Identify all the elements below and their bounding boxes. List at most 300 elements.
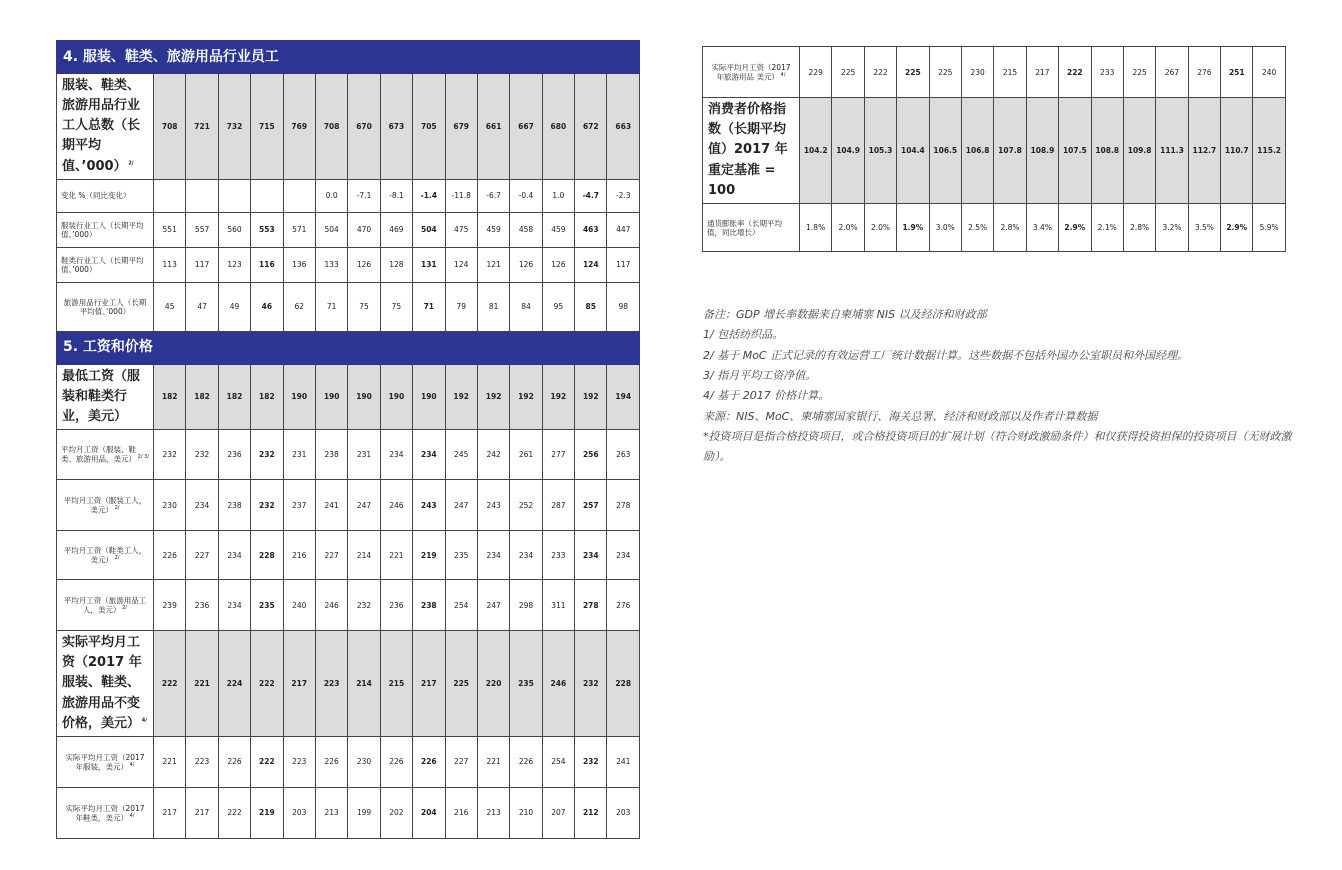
table-cell: 2.9%	[1221, 204, 1253, 252]
table-cell: 470	[348, 212, 380, 247]
table-cell: 246	[542, 631, 574, 737]
table-cell: 117	[607, 247, 640, 282]
table-cell: 46	[251, 282, 283, 331]
footnote-ref: 4/	[128, 761, 135, 768]
table-cell: 232	[186, 430, 218, 480]
table-cell: 214	[348, 631, 380, 737]
table-cell: 126	[542, 247, 574, 282]
table-cell: 235	[251, 580, 283, 631]
table-cell: 223	[283, 736, 315, 787]
note-line: 4/ 基于 2017 价格计算。	[703, 389, 830, 403]
row-label	[57, 430, 154, 480]
table-cell: 111.3	[1156, 98, 1188, 204]
table-cell: 115.2	[1253, 98, 1285, 204]
table-cell: 182	[154, 364, 186, 429]
table-cell: 3.2%	[1156, 204, 1188, 252]
table-cell: 133	[315, 247, 347, 282]
table-row	[703, 204, 1286, 252]
table-cell: 225	[832, 47, 864, 98]
table-cell: 715	[251, 74, 283, 180]
table-cell: 232	[575, 631, 607, 737]
table-cell: 458	[510, 212, 542, 247]
table-cell: 673	[380, 74, 412, 180]
table-cell: 136	[283, 247, 315, 282]
table-cell: 131	[413, 247, 445, 282]
table-cell: 110.7	[1221, 98, 1253, 204]
note-line: 来源：NIS、MoC、柬埔寨国家银行、海关总署、经济和财政部以及作者计算数据	[703, 409, 1098, 423]
table-cell: 228	[607, 631, 640, 737]
table-cell: 276	[1188, 47, 1220, 98]
table-row	[57, 282, 640, 331]
table-cell: 84	[510, 282, 542, 331]
table-cell: 79	[445, 282, 477, 331]
table-cell: 213	[315, 787, 347, 838]
row-label	[57, 631, 154, 737]
table-cell: 225	[897, 47, 929, 98]
table-cell	[251, 179, 283, 212]
table-cell: 234	[413, 430, 445, 480]
table-cell: 1.8%	[800, 204, 832, 252]
table-cell: 215	[994, 47, 1026, 98]
table-row	[57, 480, 640, 531]
row-label-text: 旅游用品行业工人（长期平均值、’000）	[63, 297, 147, 316]
row-label	[703, 47, 800, 98]
table-cell: -11.8	[445, 179, 477, 212]
table-cell: 278	[575, 580, 607, 631]
table-cell: 71	[413, 282, 445, 331]
table-cell: 236	[380, 580, 412, 631]
table-cell: 661	[477, 74, 509, 180]
row-label	[57, 282, 154, 331]
table-cell: 571	[283, 212, 315, 247]
row-label-text: 实际平均月工资（2017 年鞋类，美元）	[65, 803, 145, 823]
table-cell: 705	[413, 74, 445, 180]
table-cell: 234	[186, 480, 218, 531]
table-cell: 225	[1123, 47, 1155, 98]
table-cell: 182	[251, 364, 283, 429]
table-cell: 222	[154, 631, 186, 737]
table-cell: 237	[283, 480, 315, 531]
table-cell: 217	[1026, 47, 1058, 98]
table-cell: 112.7	[1188, 98, 1220, 204]
table-cell: 232	[348, 580, 380, 631]
table-cell: 708	[315, 74, 347, 180]
table-row	[57, 74, 640, 180]
table-cell: 732	[218, 74, 250, 180]
table-cell: 226	[315, 736, 347, 787]
table-cell: 217	[413, 631, 445, 737]
table-cell: 235	[510, 631, 542, 737]
row-label-text: 通货膨胀率（长期平均值，同比增长）	[707, 218, 782, 237]
table-cell: 217	[283, 631, 315, 737]
table-row	[57, 580, 640, 631]
table-cell: 221	[154, 736, 186, 787]
table-cell: 192	[477, 364, 509, 429]
section-5-title: 5. 工资和价格	[57, 331, 640, 364]
table-cell: 62	[283, 282, 315, 331]
row-label	[57, 179, 154, 212]
table-cell	[218, 179, 250, 212]
table-cell: 238	[315, 430, 347, 480]
table-row	[703, 47, 1286, 98]
table-cell: 680	[542, 74, 574, 180]
row-label-text: 平均月工资（服装工人，美元）	[63, 495, 147, 515]
table-cell: 194	[607, 364, 640, 429]
table-cell: 672	[575, 74, 607, 180]
table-cell: 217	[186, 787, 218, 838]
row-label	[57, 580, 154, 631]
table-cell: 221	[186, 631, 218, 737]
table-cell: 246	[380, 480, 412, 531]
table-cell: 231	[283, 430, 315, 480]
table-cell: 109.8	[1123, 98, 1155, 204]
table-cell: 311	[542, 580, 574, 631]
table-row	[703, 98, 1286, 204]
table-cell: 105.3	[864, 98, 896, 204]
table-cell: 232	[575, 736, 607, 787]
table-cell: 106.8	[961, 98, 993, 204]
table-cell: 217	[154, 787, 186, 838]
table-cell: 234	[218, 580, 250, 631]
table-cell: 242	[477, 430, 509, 480]
table-cell: 107.5	[1059, 98, 1091, 204]
table-cell: 230	[348, 736, 380, 787]
table-cell: 226	[510, 736, 542, 787]
table-cell: 227	[186, 531, 218, 580]
row-label-text: 平均月工资（鞋类工人，美元）	[63, 545, 147, 565]
table-row	[57, 430, 640, 480]
row-label-text: 实际平均月工资（2017 年服装，美元）	[65, 752, 145, 772]
table-cell: 5.9%	[1253, 204, 1285, 252]
row-label	[57, 247, 154, 282]
table-cell: 232	[251, 480, 283, 531]
table-cell: 240	[283, 580, 315, 631]
footnote-ref: 2/ 3/	[136, 454, 149, 461]
row-label-text: 鞋类行业工人（长期平均值、’000）	[61, 255, 144, 274]
table-cell: -2.3	[607, 179, 640, 212]
table-cell: 247	[348, 480, 380, 531]
footnotes	[703, 305, 1293, 468]
right-data-table	[702, 46, 1286, 252]
table-cell: 232	[154, 430, 186, 480]
table-cell: 221	[477, 736, 509, 787]
table-cell: 0.0	[315, 179, 347, 212]
table-cell: 226	[380, 736, 412, 787]
row-label-text: 平均月工资（服装、鞋类、旅游用品，美元）	[61, 445, 136, 464]
row-label-text: 服装行业工人（长期平均值、’000）	[61, 220, 144, 239]
table-cell: 222	[251, 631, 283, 737]
footnote-ref: 4/	[128, 812, 135, 819]
table-cell: 230	[961, 47, 993, 98]
table-cell: 219	[413, 531, 445, 580]
table-cell: 2.1%	[1091, 204, 1123, 252]
table-cell: 212	[575, 787, 607, 838]
table-cell: 108.8	[1091, 98, 1123, 204]
table-cell: 192	[510, 364, 542, 429]
row-label	[57, 736, 154, 787]
table-cell: 225	[929, 47, 961, 98]
table-row	[57, 364, 640, 429]
table-row	[57, 631, 640, 737]
table-cell	[154, 179, 186, 212]
table-cell: 223	[186, 736, 218, 787]
table-cell: 447	[607, 212, 640, 247]
row-label	[703, 98, 800, 204]
table-cell: 475	[445, 212, 477, 247]
table-cell: 226	[154, 531, 186, 580]
table-cell: 551	[154, 212, 186, 247]
table-cell: 116	[251, 247, 283, 282]
table-cell: 298	[510, 580, 542, 631]
table-cell: 199	[348, 787, 380, 838]
table-cell: 190	[348, 364, 380, 429]
table-cell: -4.7	[575, 179, 607, 212]
table-cell: 3.4%	[1026, 204, 1058, 252]
row-label-text: 实际平均月工资（2017 年服装、鞋类、旅游用品不变价格，美元）	[62, 635, 142, 731]
table-cell: 106.5	[929, 98, 961, 204]
table-cell: 226	[413, 736, 445, 787]
table-cell: 213	[477, 787, 509, 838]
table-cell: 234	[575, 531, 607, 580]
note-line: 1/ 包括纺织品。	[703, 328, 784, 342]
table-cell: 126	[348, 247, 380, 282]
table-cell: 287	[542, 480, 574, 531]
table-cell: 254	[445, 580, 477, 631]
table-cell: 276	[607, 580, 640, 631]
table-cell: 239	[154, 580, 186, 631]
table-cell: 252	[510, 480, 542, 531]
table-cell: 234	[380, 430, 412, 480]
table-cell: 234	[510, 531, 542, 580]
table-cell: 670	[348, 74, 380, 180]
table-cell: 2.0%	[864, 204, 896, 252]
table-cell: 107.8	[994, 98, 1026, 204]
table-row	[57, 531, 640, 580]
table-cell: 234	[218, 531, 250, 580]
row-label-text: 平均月工资（旅游用品工人，美元）	[63, 595, 147, 615]
table-cell: 190	[283, 364, 315, 429]
table-row	[57, 179, 640, 212]
table-cell: 49	[218, 282, 250, 331]
table-cell: 663	[607, 74, 640, 180]
table-cell: 75	[348, 282, 380, 331]
table-cell	[283, 179, 315, 212]
table-cell: 192	[575, 364, 607, 429]
table-row	[57, 736, 640, 787]
table-cell: 222	[218, 787, 250, 838]
note-line: 备注：GDP 增长率数据来自柬埔寨 NIS 以及经济和财政部	[703, 308, 987, 321]
footnote-ref: 2/	[126, 160, 134, 167]
table-cell: 203	[283, 787, 315, 838]
table-cell: 224	[218, 631, 250, 737]
table-cell: 220	[477, 631, 509, 737]
footnote-ref: 2/	[113, 504, 120, 511]
row-label	[703, 204, 800, 252]
table-cell: 121	[477, 247, 509, 282]
table-cell: 240	[1253, 47, 1285, 98]
table-cell: 459	[477, 212, 509, 247]
row-label-text: 最低工资（服装和鞋类行业，美元）	[62, 368, 141, 424]
table-cell: 128	[380, 247, 412, 282]
table-cell: 222	[864, 47, 896, 98]
table-cell: 504	[315, 212, 347, 247]
table-cell: 71	[315, 282, 347, 331]
table-cell: 225	[445, 631, 477, 737]
table-cell: 3.5%	[1188, 204, 1220, 252]
table-cell: 679	[445, 74, 477, 180]
table-cell: 2.5%	[961, 204, 993, 252]
table-cell: 192	[542, 364, 574, 429]
table-cell: 124	[575, 247, 607, 282]
table-cell: 557	[186, 212, 218, 247]
table-cell: 241	[607, 736, 640, 787]
table-cell: 263	[607, 430, 640, 480]
table-cell: 1.9%	[897, 204, 929, 252]
table-cell: 232	[251, 430, 283, 480]
row-label-text: 实际平均月工资（2017 年旅游用品 美元）	[711, 62, 791, 82]
table-cell: 257	[575, 480, 607, 531]
table-cell: 243	[477, 480, 509, 531]
table-cell: 267	[1156, 47, 1188, 98]
table-cell: 190	[413, 364, 445, 429]
row-label	[57, 212, 154, 247]
table-cell: 469	[380, 212, 412, 247]
table-cell: 104.4	[897, 98, 929, 204]
footnote-ref: 4/	[140, 717, 148, 724]
table-cell: 219	[251, 787, 283, 838]
table-cell: 223	[315, 631, 347, 737]
table-cell: 104.9	[832, 98, 864, 204]
table-cell: 98	[607, 282, 640, 331]
table-cell: 123	[218, 247, 250, 282]
row-label	[57, 364, 154, 429]
table-cell: 238	[218, 480, 250, 531]
table-cell: 117	[186, 247, 218, 282]
table-cell: 210	[510, 787, 542, 838]
left-data-table	[56, 40, 640, 839]
table-cell: 667	[510, 74, 542, 180]
table-cell: 3.0%	[929, 204, 961, 252]
table-row	[57, 212, 640, 247]
row-label	[57, 74, 154, 180]
table-cell: 254	[542, 736, 574, 787]
table-cell: 708	[154, 74, 186, 180]
table-cell: 104.2	[800, 98, 832, 204]
table-cell: 190	[380, 364, 412, 429]
table-cell: 126	[510, 247, 542, 282]
table-row	[57, 247, 640, 282]
table-cell: 560	[218, 212, 250, 247]
table-cell: -0.4	[510, 179, 542, 212]
table-cell: 182	[186, 364, 218, 429]
table-cell: 233	[542, 531, 574, 580]
table-cell: 1.0	[542, 179, 574, 212]
table-row	[57, 787, 640, 838]
table-cell: 227	[315, 531, 347, 580]
row-label-text: 消费者价格指数（长期平均值）2017 年重定基准 = 100	[708, 102, 788, 198]
table-cell: 215	[380, 631, 412, 737]
table-cell: 108.9	[1026, 98, 1058, 204]
table-cell: 85	[575, 282, 607, 331]
table-cell: 228	[251, 531, 283, 580]
table-cell: 95	[542, 282, 574, 331]
table-cell: 190	[315, 364, 347, 429]
table-cell: 221	[380, 531, 412, 580]
table-cell: 216	[445, 787, 477, 838]
row-label	[57, 531, 154, 580]
table-cell: 81	[477, 282, 509, 331]
table-cell: -7.1	[348, 179, 380, 212]
table-cell: 238	[413, 580, 445, 631]
table-cell: 182	[218, 364, 250, 429]
table-cell: 278	[607, 480, 640, 531]
table-cell: 256	[575, 430, 607, 480]
table-cell: 769	[283, 74, 315, 180]
table-cell: 202	[380, 787, 412, 838]
note-line: *投资项目是指合格投资项目，或合格投资项目的扩展计划（符合财政激励条件）和仅获得投资担保的投资项目（无财政激励）。	[703, 430, 1292, 464]
table-cell: 203	[607, 787, 640, 838]
table-cell: 463	[575, 212, 607, 247]
table-cell: 553	[251, 212, 283, 247]
table-cell: -8.1	[380, 179, 412, 212]
table-cell: 236	[186, 580, 218, 631]
footnote-ref: 2/	[113, 554, 120, 561]
table-cell: 236	[218, 430, 250, 480]
table-cell: 261	[510, 430, 542, 480]
table-cell: 247	[477, 580, 509, 631]
table-cell: 226	[218, 736, 250, 787]
table-cell: 75	[380, 282, 412, 331]
table-cell: 721	[186, 74, 218, 180]
table-cell: 234	[607, 531, 640, 580]
row-label	[57, 480, 154, 531]
table-cell: 214	[348, 531, 380, 580]
table-cell: 233	[1091, 47, 1123, 98]
footnote-ref: 2/	[120, 604, 127, 611]
table-cell: 230	[154, 480, 186, 531]
footnote-ref: 4/	[778, 71, 786, 78]
table-cell: 2.8%	[994, 204, 1026, 252]
table-cell: 243	[413, 480, 445, 531]
row-label-text: 服装、鞋类、旅游用品行业工人总数（长期平均值、’000）	[62, 78, 141, 174]
section-4-title: 4. 服装、鞋类、旅游用品行业员工	[57, 41, 640, 74]
table-cell: -1.4	[413, 179, 445, 212]
table-cell: 251	[1221, 47, 1253, 98]
table-cell: 222	[251, 736, 283, 787]
table-cell: 2.8%	[1123, 204, 1155, 252]
table-cell: 247	[445, 480, 477, 531]
table-cell: 231	[348, 430, 380, 480]
note-line: 2/ 基于 MoC 正式记录的有效运营工厂统计数据计算。这些数据不包括外国办公室职员和外国经理。	[703, 348, 1189, 362]
table-cell: 241	[315, 480, 347, 531]
table-cell: 2.9%	[1059, 204, 1091, 252]
table-cell: 235	[445, 531, 477, 580]
table-cell: 277	[542, 430, 574, 480]
table-cell: 245	[445, 430, 477, 480]
table-cell: 192	[445, 364, 477, 429]
table-cell: 47	[186, 282, 218, 331]
table-cell: 459	[542, 212, 574, 247]
table-cell: 234	[477, 531, 509, 580]
table-cell	[186, 179, 218, 212]
table-cell: 246	[315, 580, 347, 631]
table-cell: 216	[283, 531, 315, 580]
table-cell: 207	[542, 787, 574, 838]
note-line: 3/ 指月平均工资净值。	[703, 369, 817, 383]
table-cell: 113	[154, 247, 186, 282]
table-cell: 222	[1059, 47, 1091, 98]
table-cell: 45	[154, 282, 186, 331]
